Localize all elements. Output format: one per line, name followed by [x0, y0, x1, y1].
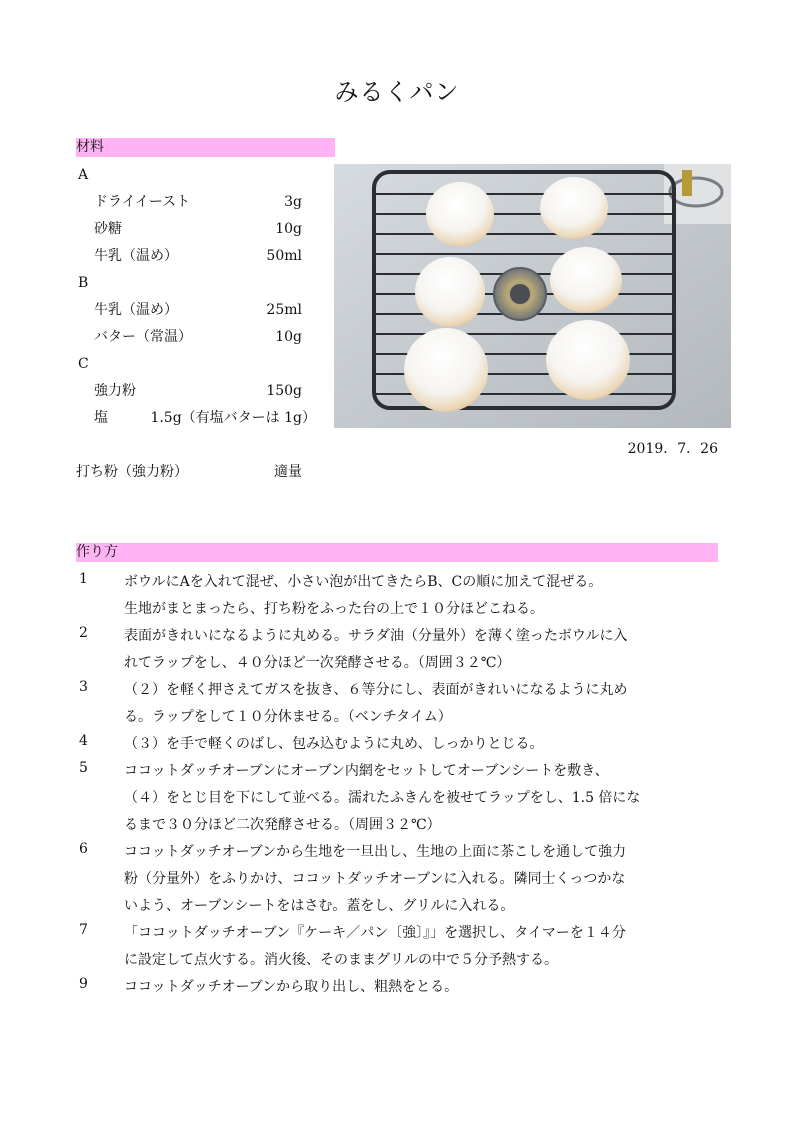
step-number: 3: [79, 679, 88, 695]
ingredient-amount: 1.5g（有塩バターは 1g）: [150, 410, 316, 426]
ingredient-amount: 10g: [275, 329, 302, 345]
step-text: （３）を手で軽くのばし、包み込むように丸め、しっかりとじる。: [124, 736, 544, 752]
milk-bread-photo: [334, 164, 731, 428]
ingredient-name: バター（常温）: [94, 329, 192, 345]
method-heading: [76, 543, 718, 562]
step-text: 表面がきれいになるように丸める。サラダ油（分量外）を薄く塗ったボウルに入: [124, 628, 628, 644]
step-text: 生地がまとまったら、打ち粉をふった台の上で１０分ほどこねる。: [124, 601, 544, 617]
ingredient-name: 牛乳（温め）: [94, 248, 178, 264]
step-text: れてラップをし、４０分ほど一次発酵させる。（周囲３２℃）: [124, 655, 511, 671]
step-text: 粉（分量外）をふりかけ、ココットダッチオーブンに入れる。隣同士くっつかな: [124, 871, 626, 887]
ingredients-heading: [76, 138, 335, 157]
step-number: 7: [79, 922, 88, 938]
step-text: ボウルにAを入れて混ぜ、小さい泡が出てきたらB、Cの順に加えて混ぜる。: [124, 574, 603, 590]
photo-date: 2019．7．26: [627, 441, 718, 457]
ingredient-name: ドライイースト: [94, 194, 191, 210]
ingredient-name: 打ち粉（強力粉）: [76, 464, 188, 480]
ingredient-amount: 25ml: [266, 302, 302, 318]
ingredients-heading-label: 材料: [76, 139, 104, 155]
ingredient-amount: 適量: [274, 464, 302, 480]
step-text: いよう、オーブンシートをはさむ。蓋をし、グリルに入れる。: [124, 898, 515, 914]
step-number: 1: [79, 571, 88, 587]
ingredient-name: 砂糖: [94, 221, 122, 237]
step-text: （２）を軽く押さえてガスを抜き、６等分にし、表面がきれいになるように丸め: [124, 682, 628, 698]
ingredient-amount: 10g: [275, 221, 302, 237]
page-title: みるくパン: [334, 78, 460, 106]
step-text: （４）をとじ目を下にして並べる。濡れたふきんを被せてラップをし、1.5 倍にな: [124, 790, 641, 806]
method-heading-label: 作り方: [76, 544, 118, 560]
ingredient-amount: 3g: [284, 194, 302, 210]
step-text: ココットダッチオーブンから生地を一旦出し、生地の上面に茶こしを通して強力: [124, 844, 627, 860]
ingredient-amount: 150g: [266, 383, 302, 399]
ingredient-name: 強力粉: [94, 383, 136, 399]
step-text: 「ココットダッチオーブン『ケーキ／パン〔強〕』」を選択し、タイマーを１４分: [124, 925, 626, 941]
ingredient-name: 牛乳（温め）: [94, 302, 178, 318]
ingredient-name: 塩: [94, 410, 108, 426]
step-number: 6: [79, 841, 88, 857]
step-text: ココットダッチオーブンから取り出し、粗熱をとる。: [124, 979, 459, 995]
step-text: る。ラップをして１０分休ませる。（ベンチタイム）: [124, 709, 452, 725]
step-number: 9: [79, 976, 88, 992]
step-text: ココットダッチオーブンにオーブン内網をセットしてオーブンシートを敷き、: [124, 763, 609, 779]
ingredient-amount: 50ml: [266, 248, 302, 264]
step-number: 4: [79, 733, 88, 749]
step-number: 2: [79, 625, 88, 641]
step-number: 5: [79, 760, 88, 776]
step-text: るまで３０分ほど二次発酵させる。（周囲３２℃）: [124, 817, 441, 833]
step-text: に設定して点火する。消火後、そのままグリルの中で５分予熱する。: [124, 952, 558, 968]
